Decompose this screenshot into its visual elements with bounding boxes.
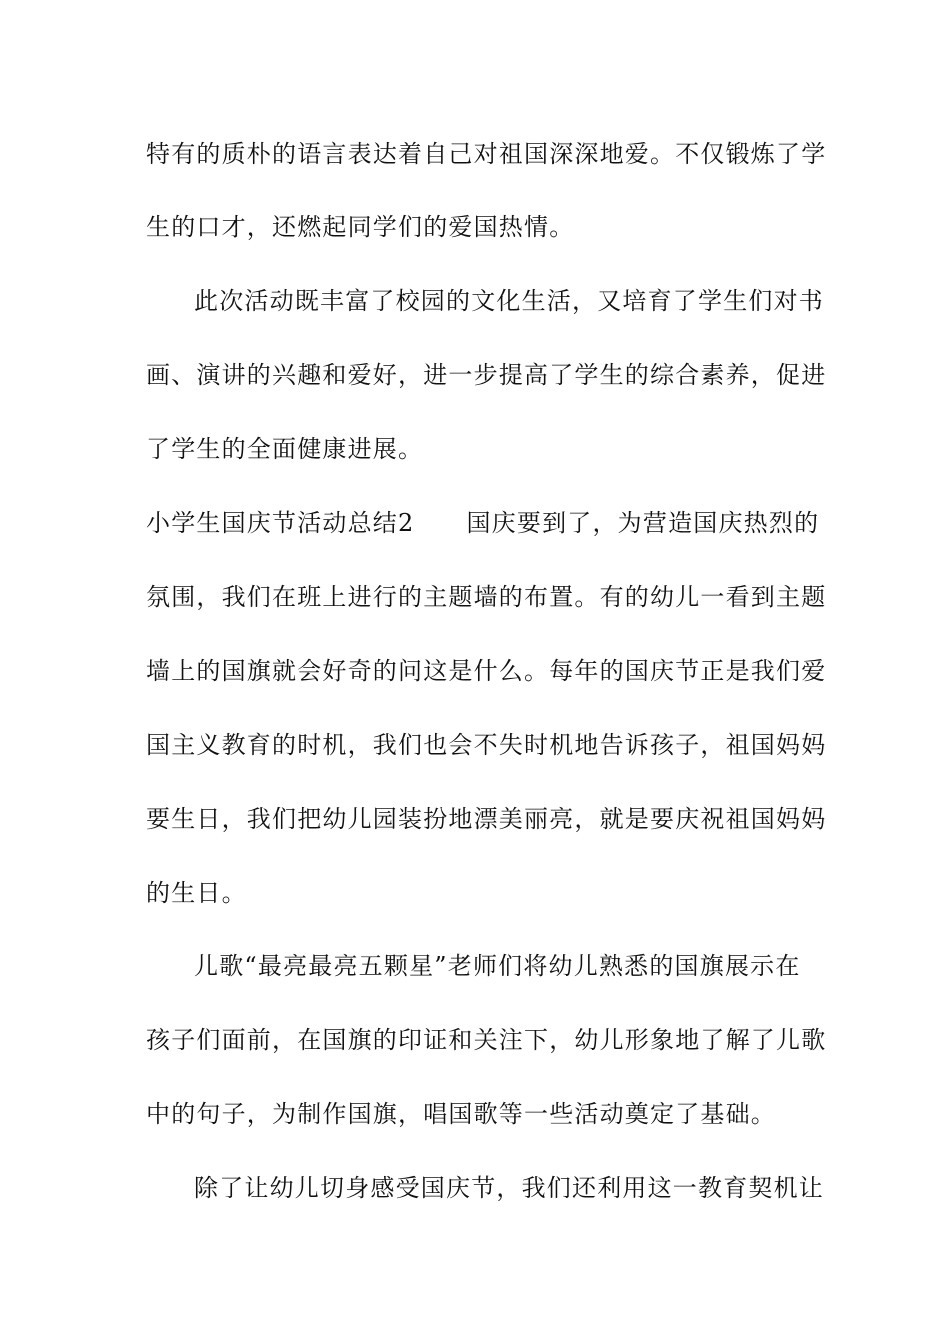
paragraph-start-line: 除了让幼儿切身感受国庆节，我们还利用这一教育契机让 (194, 1174, 824, 1202)
paragraph-start-line: 此次活动既丰富了校园的文化生活，又培育了学生们对书 (194, 287, 824, 315)
text-line: 特有的质朴的语言表达着自己对祖国深深地爱。不仅锻炼了学 (146, 140, 827, 168)
section-title: 小学生国庆节活动总结2 (146, 509, 415, 537)
text-line: 氛围，我们在班上进行的主题墙的布置。有的幼儿一看到主题 (146, 583, 827, 611)
text-line: 了学生的全面健康进展。 (146, 435, 424, 463)
text-line: 墙上的国旗就会好奇的问这是什么。每年的国庆节正是我们爱 (146, 657, 827, 685)
text-segment: 国庆要到了，为营造国庆热烈的 (466, 509, 820, 537)
paragraph-start-line: 儿歌“最亮最亮五颗星”老师们将幼儿熟悉的国旗展示在 (194, 952, 801, 980)
text-line: 生的口才，还燃起同学们的爱国热情。 (146, 213, 575, 241)
text-line: 的生日。 (146, 879, 247, 907)
text-line: 国主义教育的时机，我们也会不失时机地告诉孩子，祖国妈妈 (146, 731, 827, 759)
section-heading-line (146, 507, 820, 539)
text-line: 中的句子，为制作国旗，唱国歌等一些活动奠定了基础。 (146, 1100, 776, 1128)
text-line: 要生日，我们把幼儿园装扮地漂美丽亮，就是要庆祝祖国妈妈 (146, 805, 827, 833)
text-line: 画、演讲的兴趣和爱好，进一步提高了学生的综合素养，促进 (146, 361, 827, 389)
text-line: 孩子们面前，在国旗的印证和关注下，幼儿形象地了解了儿歌 (146, 1026, 827, 1054)
